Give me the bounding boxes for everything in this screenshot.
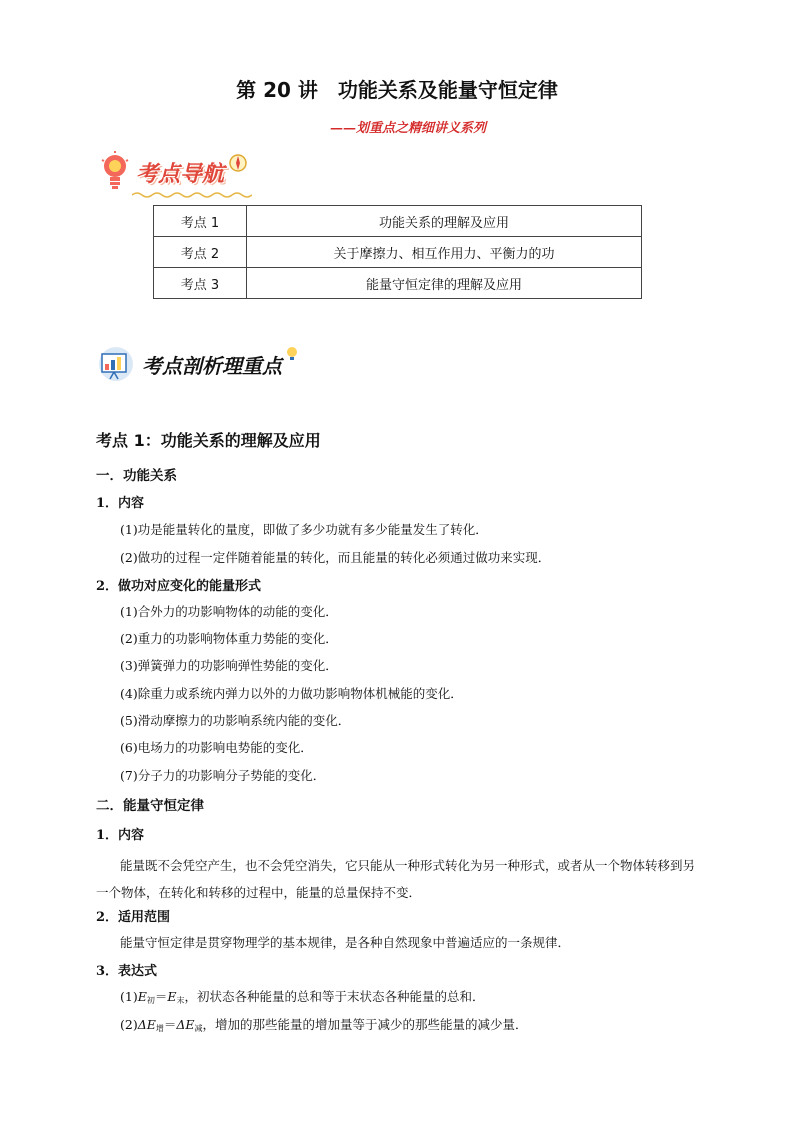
- list-item: (1)功是能量转化的量度，即做了多少功就有多少能量发生了转化．: [120, 522, 488, 537]
- part1-title: 一．功能关系: [96, 468, 177, 484]
- part2-sub3: 3．表达式: [96, 964, 158, 979]
- part2-title: 二．能量守恒定律: [96, 798, 204, 814]
- table-row: [154, 206, 642, 237]
- table-row: [154, 237, 642, 268]
- expression-2: [120, 1015, 528, 1034]
- lightbulb-icon: [100, 150, 130, 194]
- topic-desc: 能量守恒定律的理解及应用: [247, 268, 642, 299]
- topic-label: 考点 1: [154, 206, 247, 237]
- expr-rhs-sub: 减: [194, 1024, 203, 1033]
- expr-rhs-sub: 末: [176, 996, 185, 1005]
- list-item: (2)做功的过程一定伴随着能量的转化，而且能量的转化必须通过做功来实现．: [120, 550, 551, 565]
- bulb-small-icon: [284, 345, 300, 363]
- expr-rhs: ΔE: [176, 1017, 195, 1032]
- expr-rhs: E: [167, 989, 177, 1004]
- expression-1: [120, 987, 485, 1006]
- list-item: (3)弹簧弹力的功影响弹性势能的变化．: [120, 658, 338, 673]
- list-item: (5)滑动摩擦力的功影响系统内能的变化．: [120, 713, 351, 728]
- list-item: (4)除重力或系统内弹力以外的力做功影响物体机械能的变化．: [120, 686, 463, 701]
- part1-sub2: 2．做功对应变化的能量形式: [96, 579, 262, 594]
- wave-divider: [132, 191, 252, 199]
- analysis-badge-label: 考点剖析理重点: [142, 353, 282, 378]
- topics-table: [153, 205, 642, 299]
- topic-label: 考点 3: [154, 268, 247, 299]
- topic-desc: 功能关系的理解及应用: [247, 206, 642, 237]
- expr-number: (2): [120, 1017, 138, 1032]
- part1-sub1: 1．内容: [96, 496, 145, 511]
- table-row: [154, 268, 642, 299]
- analysis-badge: [96, 346, 300, 382]
- chart-board-icon: [96, 346, 136, 382]
- part2-sub2: 2．适用范围: [96, 910, 171, 925]
- part2-sub2-text: 能量守恒定律是贯穿物理学的基本规律，是各种自然现象中普遍适应的一条规律．: [120, 935, 571, 950]
- nav-badge: [100, 150, 248, 194]
- expr-lhs: ΔE: [137, 1017, 156, 1032]
- topic-label: 考点 2: [154, 237, 247, 268]
- expr-text: ，增加的那些能量的增加量等于减少的那些能量的减少量．: [202, 1017, 528, 1032]
- topic-desc: 关于摩擦力、相互作用力、平衡力的功: [247, 237, 642, 268]
- expr-lhs: E: [137, 989, 147, 1004]
- expr-lhs-sub: 初: [146, 996, 155, 1005]
- expr-text: ，初状态各种能量的总和等于末状态各种能量的总和．: [184, 989, 485, 1004]
- part2-sub1-text: 能量既不会凭空产生，也不会凭空消失，它只能从一种形式转化为另一种形式，或者从一个物体转移到另一个物体，在转化和转移的过程中，能量的总量保持不变．: [96, 858, 696, 900]
- nav-badge-label: 考点导航: [136, 161, 225, 187]
- expr-eq: ＝: [154, 989, 168, 1004]
- expr-number: (1): [120, 989, 138, 1004]
- list-item: (7)分子力的功影响分子势能的变化．: [120, 768, 326, 783]
- expr-lhs-sub: 增: [155, 1024, 164, 1033]
- section-heading: 考点 1：功能关系的理解及应用: [96, 431, 321, 450]
- list-item: (6)电场力的功影响电势能的变化．: [120, 740, 313, 755]
- part2-sub1: 1．内容: [96, 828, 145, 843]
- expr-eq: ＝: [163, 1017, 177, 1032]
- compass-icon: [228, 153, 248, 173]
- page-title: 第 20 讲 功能关系及能量守恒定律: [236, 78, 558, 102]
- list-item: (1)合外力的功影响物体的动能的变化．: [120, 604, 338, 619]
- series-subtitle: ——划重点之精细讲义系列: [330, 121, 487, 136]
- list-item: (2)重力的功影响物体重力势能的变化．: [120, 631, 338, 646]
